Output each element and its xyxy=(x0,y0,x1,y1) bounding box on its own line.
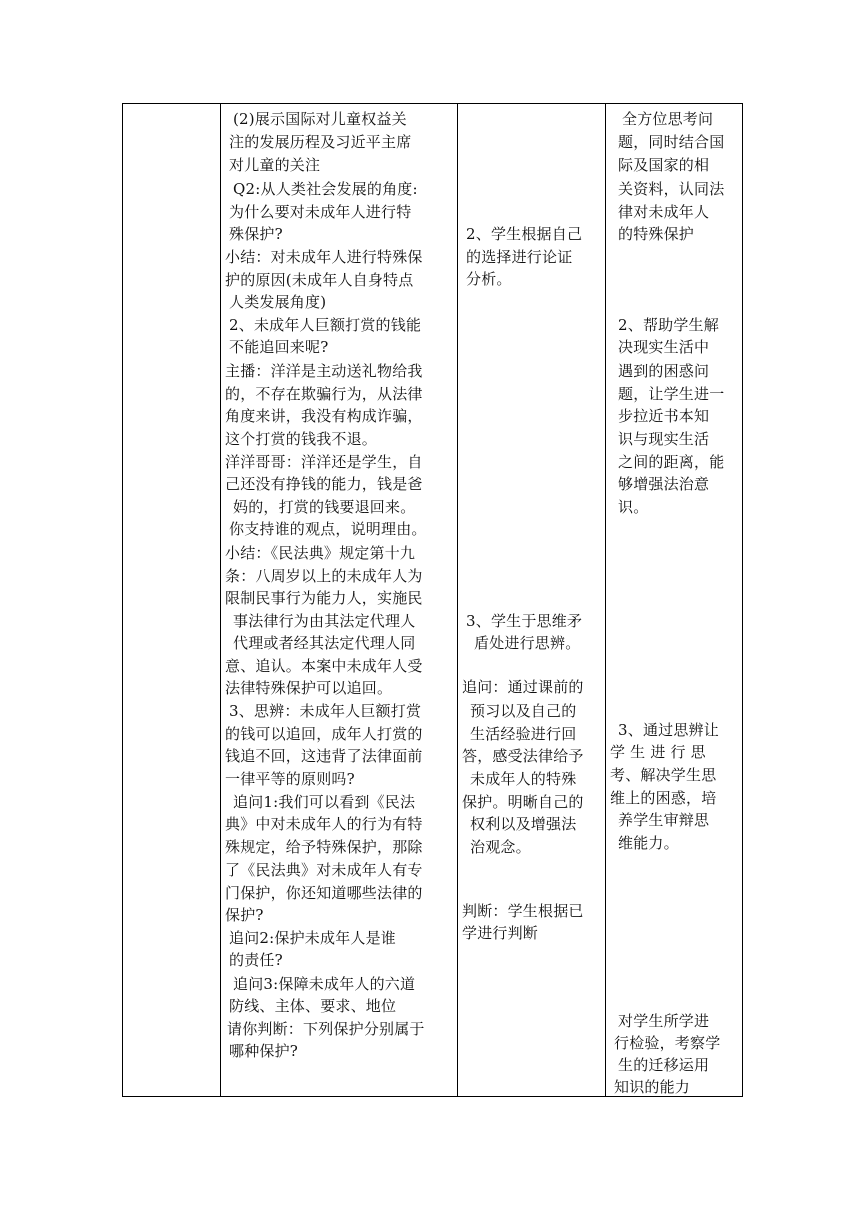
text-line: 题，让学生进一 xyxy=(618,385,725,403)
text-line: 殊规定，给予特殊保护，那除 xyxy=(225,838,423,856)
text-line: 关资料，认同法 xyxy=(618,180,725,198)
text-line: 权利以及增强法 xyxy=(470,815,577,833)
text-line: 不能追回来呢? xyxy=(229,338,329,356)
text-line: 小结：《民法典》规定第十九 xyxy=(225,544,416,562)
text-line: 追问：通过课前的 xyxy=(462,678,584,696)
text-line: 典》中对未成年人的行为有特 xyxy=(225,815,423,833)
stage-cell xyxy=(123,104,221,1097)
text-line: 人类发展角度) xyxy=(229,293,327,311)
text-line: 追问2:保护未成年人是谁 xyxy=(229,929,396,947)
text-line: 3、学生于思维矛 xyxy=(466,612,583,630)
text-line: 判断：学生根据已 xyxy=(462,902,584,920)
text-line: 一律平等的原则吗? xyxy=(225,770,355,788)
text-line: 题，同时结合国 xyxy=(618,133,725,151)
text-line: 2、学生根据自己 xyxy=(466,225,583,243)
text-line: 的特殊保护 xyxy=(618,225,695,243)
text-line: 遇到的困惑问 xyxy=(618,362,710,380)
text-line: 之间的距离，能 xyxy=(618,453,725,471)
teacher-activity-cell xyxy=(221,104,458,1097)
text-line: 生的迁移运用 xyxy=(618,1056,710,1074)
text-line: 钱追不回，这违背了法律面前 xyxy=(225,747,423,765)
text-line: 角度来讲，我没有构成诈骗， xyxy=(225,407,423,425)
text-line: 追问1:我们可以看到《民法 xyxy=(233,793,416,811)
text-line: 步拉近书本知 xyxy=(618,407,710,425)
text-line: 殊保护? xyxy=(229,225,283,243)
text-line: 治观念。 xyxy=(470,838,531,856)
student-activity-cell xyxy=(458,104,606,1097)
lesson-plan-table xyxy=(122,103,743,1097)
text-line: 行检验，考察学 xyxy=(614,1034,721,1052)
text-line: 识。 xyxy=(618,498,649,516)
text-line: 了《民法典》对未成年人有专 xyxy=(225,861,423,879)
text-line: 考、解决学生思 xyxy=(610,766,717,784)
text-line: 知识的能力 xyxy=(614,1078,691,1096)
text-line: 3、思辨：未成年人巨额打赏 xyxy=(229,702,422,720)
text-line: 盾处进行思辨。 xyxy=(474,634,581,652)
text-line: 学进行判断 xyxy=(462,924,539,942)
text-line: 追问3:保障未成年人的六道 xyxy=(233,975,416,993)
text-line: 哪种保护? xyxy=(229,1042,299,1060)
text-line: 注的发展历程及习近平主席 xyxy=(229,133,412,151)
text-line: 分析。 xyxy=(466,270,512,288)
text-line: 请你判断：下列保护分别属于 xyxy=(227,1020,425,1038)
text-line: 律对未成年人 xyxy=(618,203,710,221)
text-line: 妈的，打赏的钱要退回来。 xyxy=(233,498,416,516)
text-line: 事法律行为由其法定代理人 xyxy=(233,612,416,630)
text-line: 门保护，你还知道哪些法律的 xyxy=(225,884,423,902)
table-row xyxy=(123,104,743,1097)
text-line: (2)展示国际对儿童权益关 xyxy=(233,110,407,128)
text-line: 全方位思考问 xyxy=(622,110,714,128)
text-line: 意、追认。本案中未成年人受 xyxy=(225,657,423,675)
text-line: 法律特殊保护可以追回。 xyxy=(225,679,393,697)
text-line: 代理或者经其法定代理人同 xyxy=(233,634,416,652)
text-line: 小结：对未成年人进行特殊保 xyxy=(225,248,423,266)
text-line: 限制民事行为能力人，实施民 xyxy=(225,589,423,607)
text-line: 3、通过思辨让 xyxy=(618,721,719,739)
text-line: 为什么要对未成年人进行特 xyxy=(229,203,412,221)
text-line: 的钱可以追回，成年人打赏的 xyxy=(225,725,423,743)
text-line: 洋洋哥哥：洋洋还是学生，自 xyxy=(225,453,423,471)
text-line: 预习以及自己的 xyxy=(470,702,577,720)
text-line: 的责任? xyxy=(229,951,283,969)
text-line: 这个打赏的钱我不退。 xyxy=(225,430,378,448)
text-line: 的选择进行论证 xyxy=(466,248,573,266)
text-line: Q2:从人类社会发展的角度: xyxy=(233,180,418,198)
text-line: 识与现实生活 xyxy=(618,430,710,448)
text-line: 未成年人的特殊 xyxy=(470,770,577,788)
text-line: 2、未成年人巨额打赏的钱能 xyxy=(229,316,422,334)
text-line: 够增强法治意 xyxy=(618,475,710,493)
text-line: 学 生 进 行 思 xyxy=(610,743,706,761)
text-line: 对学生所学进 xyxy=(618,1012,710,1030)
text-line: 答，感受法律给予 xyxy=(462,747,584,765)
text-line: 防线、主体、要求、地位 xyxy=(229,997,397,1015)
text-line: 决现实生活中 xyxy=(618,338,710,356)
text-line: 对儿童的关注 xyxy=(229,156,321,174)
text-line: 养学生审辩思 xyxy=(618,811,710,829)
text-line: 生活经验进行回 xyxy=(470,725,577,743)
text-line: 保护? xyxy=(225,906,264,924)
text-line: 你支持谁的观点，说明理由。 xyxy=(229,520,427,538)
text-line: 护的原因(未成年人自身特点 xyxy=(225,271,414,289)
text-line: 保护。明晰自己的 xyxy=(462,793,584,811)
text-line: 主播：洋洋是主动送礼物给我 xyxy=(225,362,423,380)
text-line: 2、帮助学生解 xyxy=(618,316,719,334)
design-intent-cell xyxy=(606,104,743,1097)
text-line: 的，不存在欺骗行为，从法律 xyxy=(225,385,423,403)
text-line: 际及国家的相 xyxy=(618,156,710,174)
text-line: 维能力。 xyxy=(618,834,679,852)
text-line: 维上的困惑，培 xyxy=(610,789,717,807)
text-line: 己还没有挣钱的能力，钱是爸 xyxy=(225,475,423,493)
text-line: 条：八周岁以上的未成年人为 xyxy=(225,567,423,585)
